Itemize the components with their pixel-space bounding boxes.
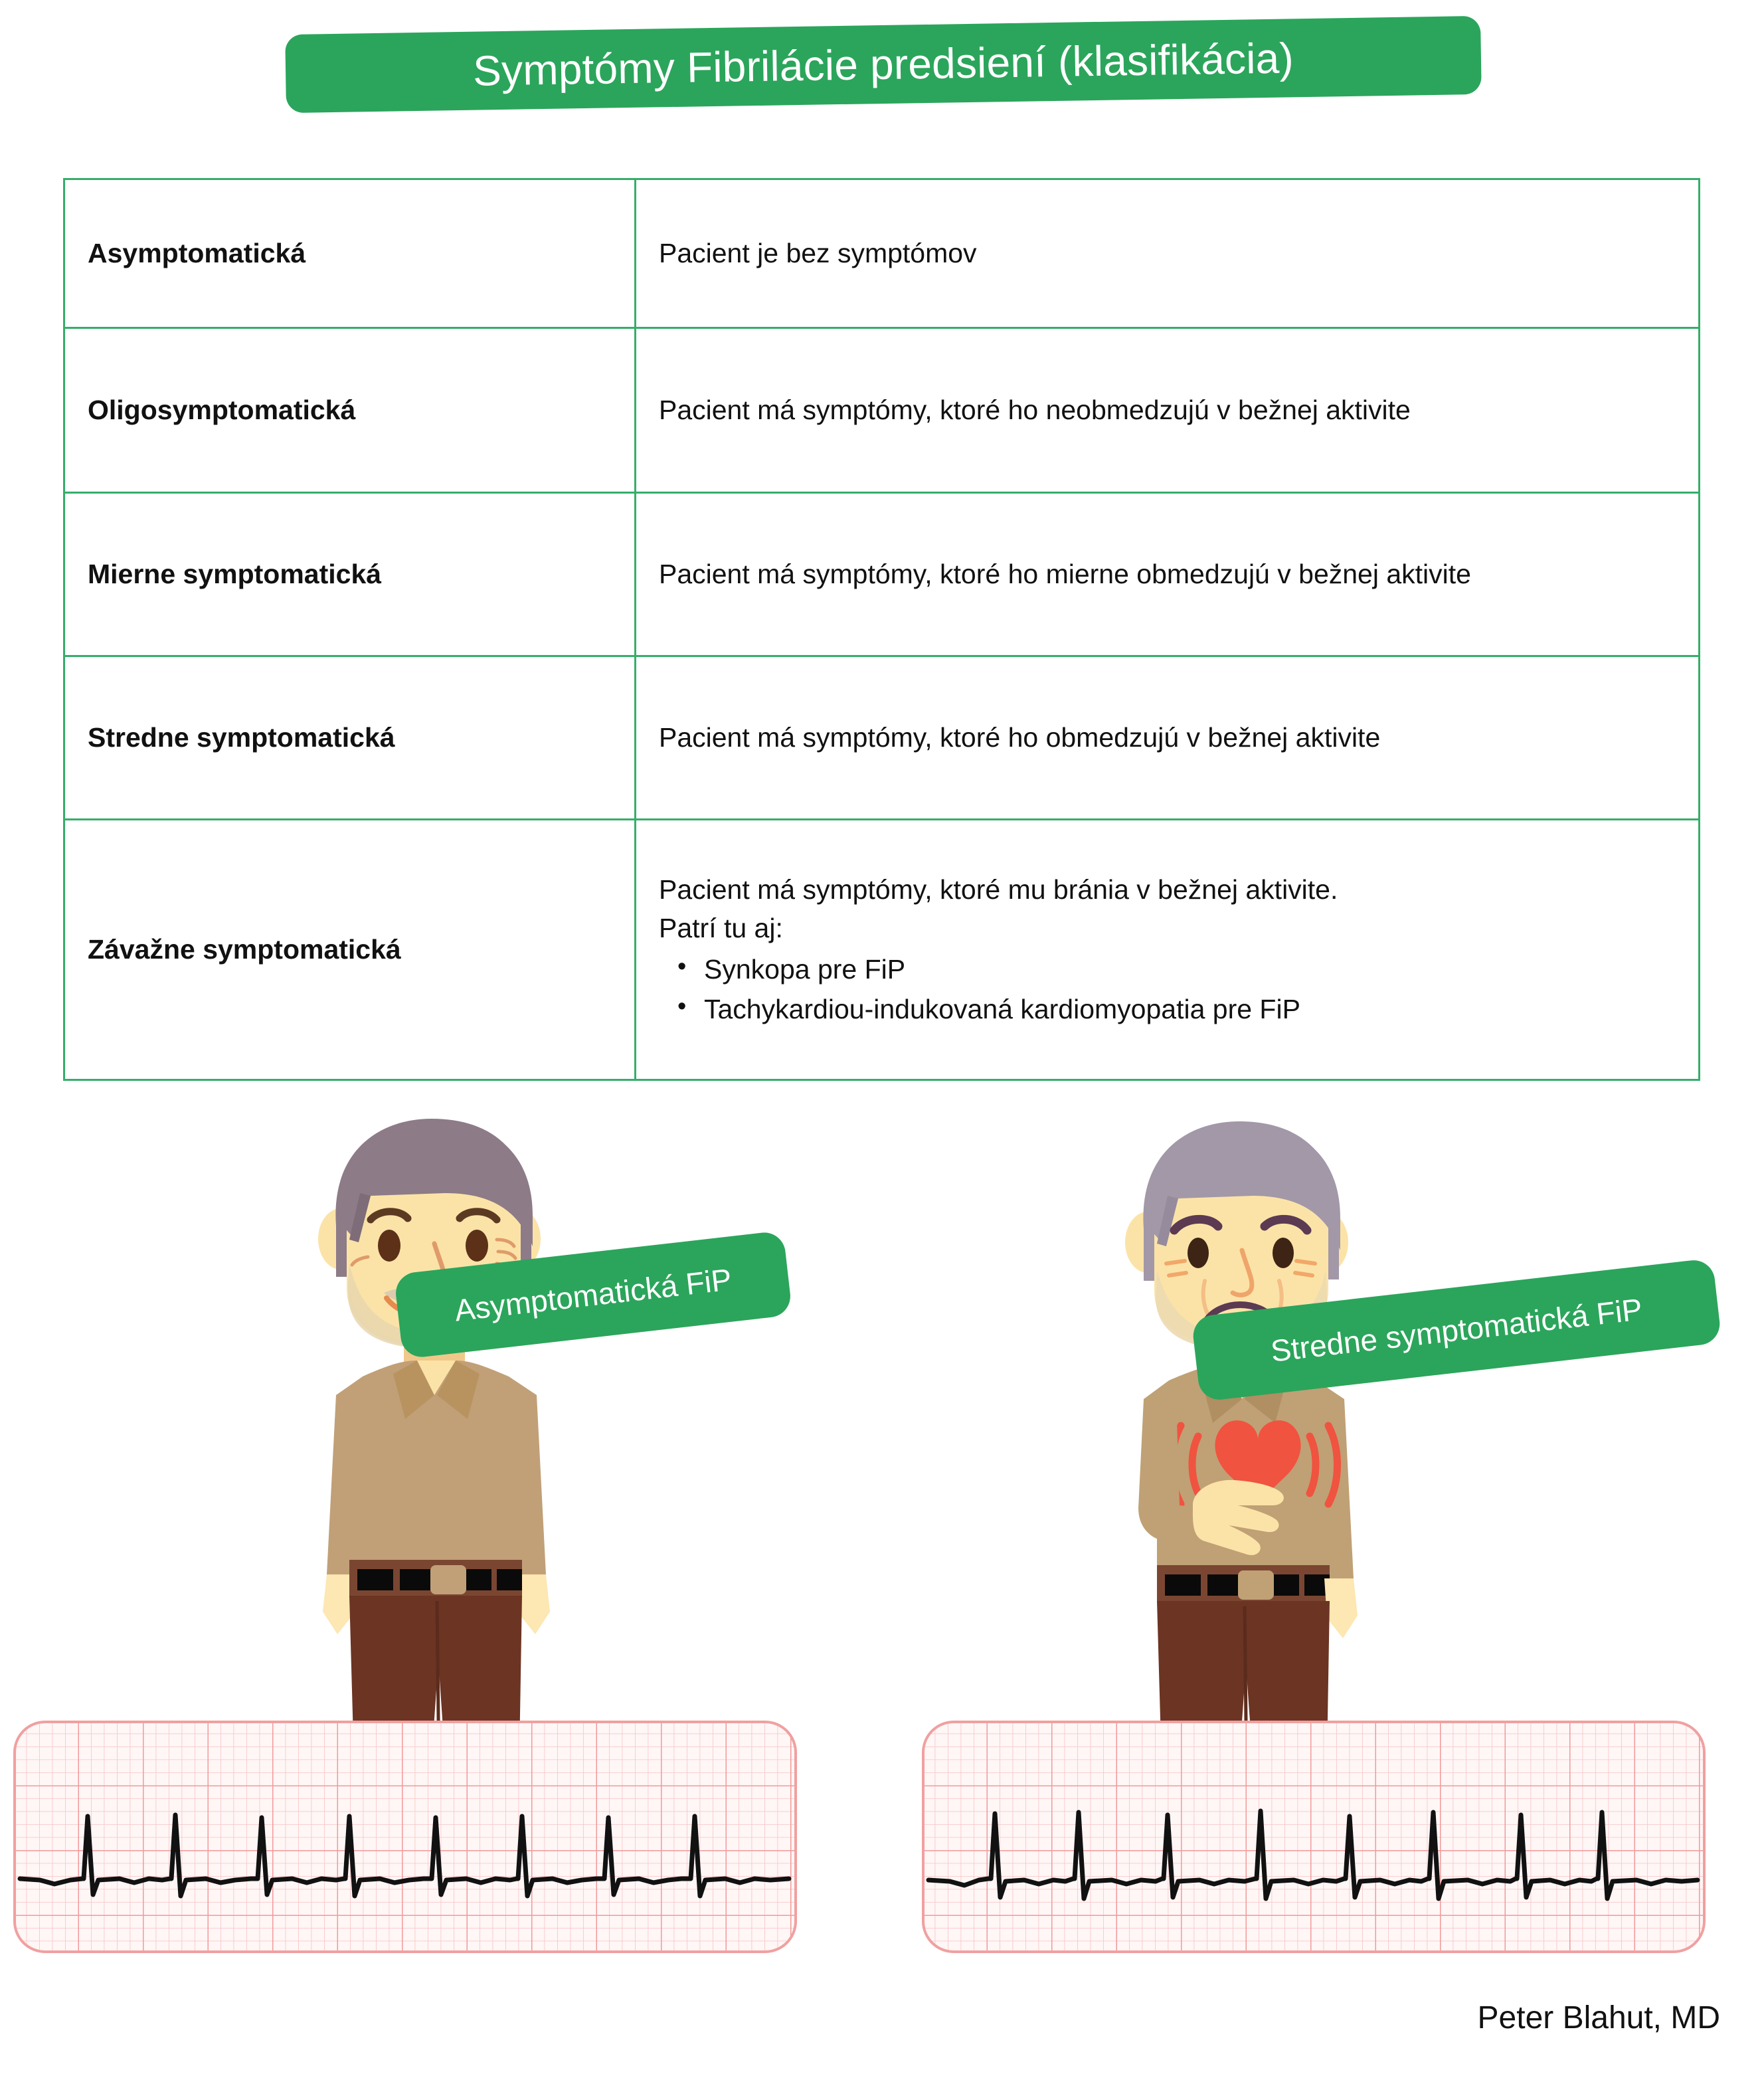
ecg-strip-regular-rhythm bbox=[13, 1721, 797, 1953]
moderately-symptomatic-patient-panel bbox=[882, 1096, 1764, 1960]
asymptomatic-fip-label-text: Asymptomatická FiP bbox=[452, 1262, 734, 1328]
severe-description-line-1: Pacient má symptómy, ktoré mu bránia v bežnej aktivite. bbox=[659, 874, 1338, 905]
illustration-area bbox=[0, 1096, 1764, 1960]
row-description-oligosymptomatic: Pacient má symptómy, ktoré ho neobmedzujú v bežnej aktivite bbox=[636, 328, 1700, 493]
table-row bbox=[64, 179, 1700, 328]
asymptomatic-patient-panel bbox=[0, 1096, 882, 1960]
symptom-classification-table bbox=[63, 178, 1700, 1081]
severe-description-line-2: Patrí tu aj: bbox=[659, 913, 783, 944]
author-credit: Peter Blahut, MD bbox=[1477, 2000, 1720, 2035]
moderate-fip-label-text: Stredne symptomatická FiP bbox=[1269, 1291, 1644, 1368]
table-row bbox=[64, 820, 1700, 1080]
table-row bbox=[64, 656, 1700, 820]
row-term-moderate: Stredne symptomatická bbox=[64, 656, 636, 820]
row-term-asymptomatic: Asymptomatická bbox=[64, 179, 636, 328]
title-banner bbox=[285, 16, 1482, 113]
list-item: • Tachykardiou-indukovaná kardiomyopatia pre FiP bbox=[700, 990, 1676, 1029]
row-description-severe bbox=[636, 820, 1700, 1080]
table-row bbox=[64, 328, 1700, 493]
row-term-oligosymptomatic: Oligosymptomatická bbox=[64, 328, 636, 493]
row-description-mild: Pacient má symptómy, ktoré ho mierne obmedzujú v bežnej aktivite bbox=[636, 493, 1700, 656]
row-term-mild: Mierne symptomatická bbox=[64, 493, 636, 656]
table-row bbox=[64, 493, 1700, 656]
list-item: • Synkopa pre FiP bbox=[700, 950, 1676, 989]
row-term-severe: Závažne symptomatická bbox=[64, 820, 636, 1080]
ecg-strip-irregular-rhythm bbox=[922, 1721, 1706, 1953]
severe-bullet-list bbox=[659, 950, 1676, 1029]
page-title: Symptómy Fibrilácie predsiení (klasifikácia) bbox=[472, 34, 1294, 95]
row-description-moderate: Pacient má symptómy, ktoré ho obmedzujú v bežnej aktivite bbox=[636, 656, 1700, 820]
row-description-asymptomatic: Pacient je bez symptómov bbox=[636, 179, 1700, 328]
